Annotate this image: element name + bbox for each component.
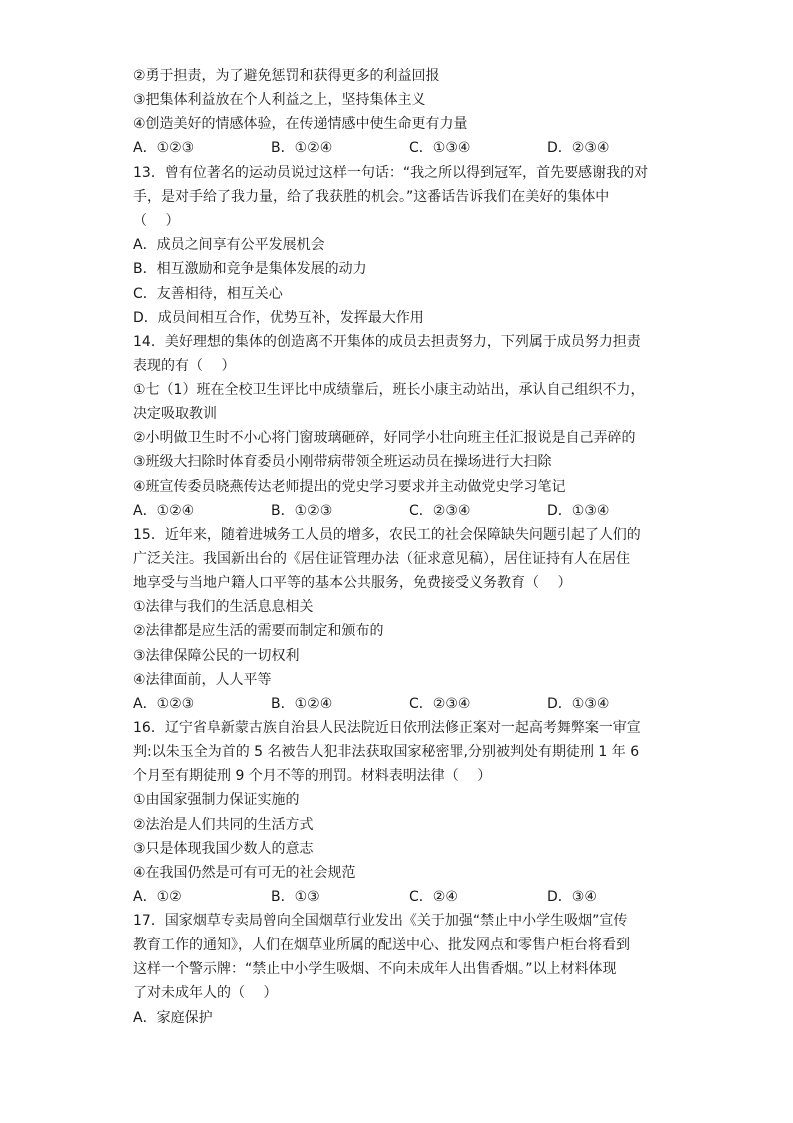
q15-choice-4: ④法律面前，人人平等 [133, 672, 272, 688]
q12-option-a: A．①②③ [133, 140, 195, 156]
q15-choice-1: ①法律与我们的生活息息相关 [133, 599, 314, 615]
q16-stem-line-2: 判:以朱玉全为首的 5 名被告人犯非法获取国家秘密罪,分别被判处有期徒刑 1 年 6 [133, 744, 640, 760]
q12-option-d: D．②③④ [547, 140, 610, 156]
q14-choice-1-line-1: ①七（1）班在全校卫生评比中成绩靠后，班长小康主动站出，承认自己组织不力， [133, 382, 645, 398]
q17-stem-line-2: 教育工作的通知》，人们在烟草业所属的配送中心、批发网点和零售户柜台将看到 [133, 937, 630, 953]
q12-choice-2: ②勇于担责，为了避免惩罚和获得更多的利益回报 [133, 68, 440, 84]
q16-stem-line-3: 个月至有期徒刑 9 个月不等的刑罚。材料表明法律（ ） [133, 768, 492, 784]
q12-options [133, 138, 653, 160]
q16-choice-3: ③只是体现我国少数人的意志 [133, 841, 314, 857]
q16-choice-2: ②法治是人们共同的生活方式 [133, 817, 314, 833]
q16-option-a: A．①② [133, 889, 182, 905]
q15-stem-line-2: 广泛关注。我国新出台的《居住证管理办法（征求意见稿），居住证持有人在居住 [133, 551, 630, 567]
q15-stem-line-3: 地享受与当地户籍人口平等的基本公共服务，免费接受义务教育（ ） [133, 575, 572, 591]
q16-choice-4: ④在我国仍然是可有可无的社会规范 [133, 865, 356, 881]
q14-choice-4: ④班宣传委员晓燕传达老师提出的党史学习要求并主动做党史学习笔记 [133, 479, 566, 495]
q13-option-d: D．成员间相互合作，优势互补，发挥最大作用 [133, 310, 424, 326]
q16-choice-1: ①由国家强制力保证实施的 [133, 792, 300, 808]
q13-stem-line-1: 13．曾有位著名的运动员说过这样一句话：“我之所以得到冠军，首先要感谢我的对 [133, 165, 649, 181]
q12-choice-3: ③把集体利益放在个人利益之上，坚持集体主义 [133, 92, 426, 108]
q15-option-c: C．②③④ [409, 696, 471, 712]
q12-option-c: C．①③④ [409, 140, 471, 156]
q14-stem-line-2: 表现的有（ ） [133, 358, 236, 374]
q15-option-a: A．①②③ [133, 696, 195, 712]
q17-stem-line-3: 这样一个警示牌：“禁止中小学生吸烟、不向未成年人出售香烟。”以上材料体现 [133, 961, 617, 977]
q15-choice-2: ②法律都是应生活的需要而制定和颁布的 [133, 623, 384, 639]
q13-stem-line-2: 手，是对手给了我力量，给了我获胜的机会。”这番话告诉我们在美好的集体中 [133, 189, 610, 205]
q17-stem-line-4: 了对未成年人的（ ） [133, 985, 278, 1001]
q14-option-b: B．①②③ [271, 503, 333, 519]
q15-options [133, 694, 653, 716]
q14-option-c: C．②③④ [409, 503, 471, 519]
q12-choice-4: ④创造美好的情感体验，在传递情感中使生命更有力量 [133, 116, 468, 132]
q16-option-d: D．③④ [547, 889, 597, 905]
q16-option-c: C．②④ [409, 889, 458, 905]
q16-option-b: B．①③ [271, 889, 320, 905]
q13-option-a: A．成员之间享有公平发展机会 [133, 237, 325, 253]
q17-stem-line-1: 17．国家烟草专卖局曾向全国烟草行业发出《关于加强“禁止中小学生吸烟”宣传 [133, 913, 628, 929]
q14-options [133, 501, 653, 523]
q14-choice-2: ②小明做卫生时不小心将门窗玻璃砸碎，好同学小壮向班主任汇报说是自己弄碎的 [133, 430, 636, 446]
q15-stem-line-1: 15．近年来，随着进城务工人员的增多，农民工的社会保障缺失问题引起了人们的 [133, 527, 641, 543]
q13-option-c: C．友善相待，相互关心 [133, 286, 283, 302]
q15-choice-3: ③法律保障公民的一切权利 [133, 648, 300, 664]
q16-options [133, 887, 653, 909]
q13-answer-bracket: （ ） [133, 213, 180, 229]
q12-option-b: B．①②④ [271, 140, 333, 156]
q15-option-d: D．①③④ [547, 696, 610, 712]
q14-stem-line-1: 14．美好理想的集体的创造离不开集体的成员去担责努力，下列属于成员努力担责 [133, 334, 641, 350]
q15-option-b: B．①②④ [271, 696, 333, 712]
q14-choice-1-line-2: 决定吸取教训 [133, 406, 217, 422]
q16-stem-line-1: 16．辽宁省阜新蒙古族自治县人民法院近日依刑法修正案对一起高考舞弊案一审宣 [133, 720, 641, 736]
q13-option-b: B．相互激励和竞争是集体发展的动力 [133, 261, 367, 277]
q14-choice-3: ③班级大扫除时体育委员小刚带病带领全班运动员在操场进行大扫除 [133, 454, 552, 470]
q14-option-a: A．①②④ [133, 503, 195, 519]
q14-option-d: D．①③④ [547, 503, 610, 519]
q17-option-a: A．家庭保护 [133, 1010, 213, 1026]
